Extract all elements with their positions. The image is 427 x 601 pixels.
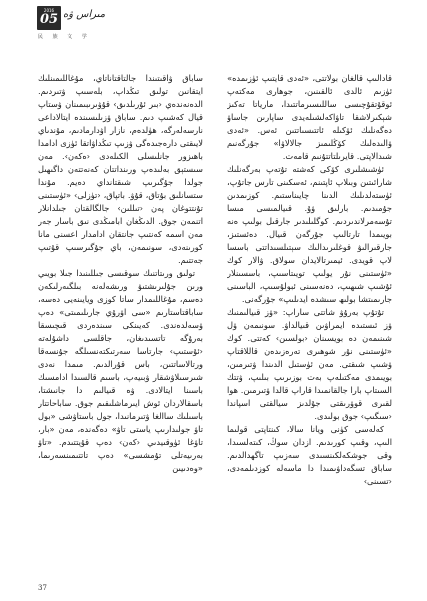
journal-title-chinese: 民 族 文 学 [38,34,91,40]
badge-issue-number: 05 [39,12,59,27]
journal-title-uyghur: مىراس ۋە [63,9,106,20]
badge-year: 2016 [43,8,55,13]
page-header [0,0,427,46]
paragraph: تۇتۇپ بەرۇۋ شاتتى ساراپ: «ۋز قىيالىمنىك ۋز ئىستىدە ايمراۋىن قىيالداۋ. سونىمەن ۋل شىنىمەن دە بويسىنان ‹بولسىن› كەتتى. كوك «ئۈستىنى نۇر شوھىرى تەرەزىدەن قاللاقتاپ ۋشىپ شىقتى. مەن ئۈستىل الدىندا ۋتىرمىن، بويىمدى مەكتىلەپ بەت بوزىرىپ بىلىپ، ۋتتك السىتاپ بارا جالقانمىدا قاراپ قالدا ۋتىرمىن. ھوا لقىرى قوۋرىقتى جۇلدىز سيالقتى اسپاندا ‹سىگىپ› جوق بولىدى. [227,307,392,421]
journal-issue-badge [37,6,61,30]
paragraph: ئۈشىشلىرى كۆكى كەشتە تۇتەپ بەرگەنلىك شارائىتىن وبىلاپ ئاپتىنم، ئەسكىنى تارس جاتۇپ، ئۈستەلدىلىك الدىنا چايىناستىم. كوزىمدىن جۇمىدىم. بارلىق ۋۇ. قىيالمىسى مىسا تۇسەمرلاندىردىم. كوگلىلىدىر جارقىل بولىپ ەنە بويىمدا تارتالىپ جۇرگەن قىيال. دەئستىز، جارقىرالىۋ قوغلىرىدالىك سېتىلسىداتتى باسسا لاپ قويدى. ئيمىرتالايدان سولاق. ۋالار كوك «ئۈستىنى نۇر يولىپ تويىتاسىپ، باسسىنلار ئۇشىپ شىھىپ، دەنەسىنى ئبولۇسىپ، الباسىنى جارىمىتشا بولىھ سىشدە ايدىلىپ» جۇرگەنى. [227,164,392,304]
paragraph: تولىق ورىتاتنىك سوقىسى جىللىنىدا جىلا بويىي ورىن جۇلىرىشتىۋ ورىشەلەنە بىلگىەرلىكەن دەسم، مۇغاللىمدار ساتا كوزى ويايىنەيى دەسە، ساباقتاستارىم «سى اۋرۇي جارىلىمىتى» دەپ ۋسەلدەندى. كەيىنكى سىندەردى قىچىسقا بەرۇگە تاتسىدىغان، جاقلسى داشۇلەتە ‹ئۇستىپ› جارتاسا سەرتىكتەنسىلگە جۇنسەقا ورتالاساتتىن، باس قۇرالدىم. مىمدا نەدى شىرسىلاۋشقار ۋبىيەپ، باسىم قالسىدا ادامسىك باسىنا ايتالادى. ۋە قىيالىم دا جانىشتا، باسقالاردان ئوش ايىرماشلىقىم جوق. ساباحاتتار باسىلىك ساالغا ۋتىرمانىدا، جول باستاۋشى «بول تاۋ جولىدارىپ ياستى تاۋ» دەگەندە، مەن «بار، تاۋغا ئۈوقىيدىي ‹كەن› دەپ قۇيتتىدم. «تاۋ بەرىيەتلى تۇمشسى» دەپ تاتتىمىنسەرىما، «وەدىيىن [38,268,203,473]
paragraph: ساباق ۋاقىتىندا جالتاقتاناتاي، مۇغاللىمىنلىك ايتقانىن تولىق تىڭداپ، بلەسىپ ۋتىردىم. الدەنەندەي ‹بىر ئۇرىلدىق› قۇۋىرىبىمىنان ۋستاپ قيال كەشىپ دىم. ساباق ۋزىلىسىندە ايتالاداعى نارسەلەرگە، ھۈلدەم، نازار اۋدارمادىم، مۇندىاي لايىقتى دارەجىدەگى ۋزىپ تىڭداۋاتقا ئۈزى ادامدا باھىزور جانلىسلى الكىلەدى ‹ەكەن›. مەن سىستېق بەلىدەپ ورىنداتتان كەنەتتەن داگىھىل جولدا جۇگىرىپ شىقتانداي دەيم. مۇندا ستسانلىق بۇتاق، قۇۋ. باتپاق، ‹تۈزلى› «ئۈستىنى تۇنتتوغان پەن ‹تىللىن› جالگالقتان جىلدانلار اتنمەن جوق. الدىڭغان ابامىڭدى نىق باسار جەر مەن اسمە كەنتىپ جانتقان ادامدار اعسنى مانا كورىنەدى، سونىمەن، ﺑﺎﻱ جۇگىرسىپ قۇتىپ جەتتىم. [38,73,203,265]
text-column-left [38,72,203,568]
text-column-right [227,72,392,540]
paragraph: قادالىپ قالغان بولاتتى، «ئەدى قايتىپ ئۈزىمدە» ئۈزىم ئالدى ئالقىنىن، جوھارى مەكتەپ ئوقۇتقۇچىسى ساللىسىرماتتىدا، مارياتا تەكىز شېكىرلاشقا تاۋاكەلشىلەيدى ساپارىن جاساۋ دەگەنلىك ئۆكىلە ئاتتىسىاتتىن ئەس. «ئەدى ۋالىدەلىك كۆڭلىمىز جالالاۋا» جۇرگەنىم شىدالاپتى. قايرىلتاتتۇنىم قامەت. [227,73,392,161]
paragraph: كەلەسى كۈنى ويانا سالا، كىنتاپتى قولىما الىپ، وقىپ كورىدىم. ازدان سوڭ، كىتەلسىدا، وقى جوشكەلكىنسىدى سەزىپ تاگھدالدىم. ساباق تسگەداۋىمىدا دا ماسەلە كوزدىلمەدى، ‹تسىنى› [227,424,392,486]
page-number: 37 [38,584,47,592]
